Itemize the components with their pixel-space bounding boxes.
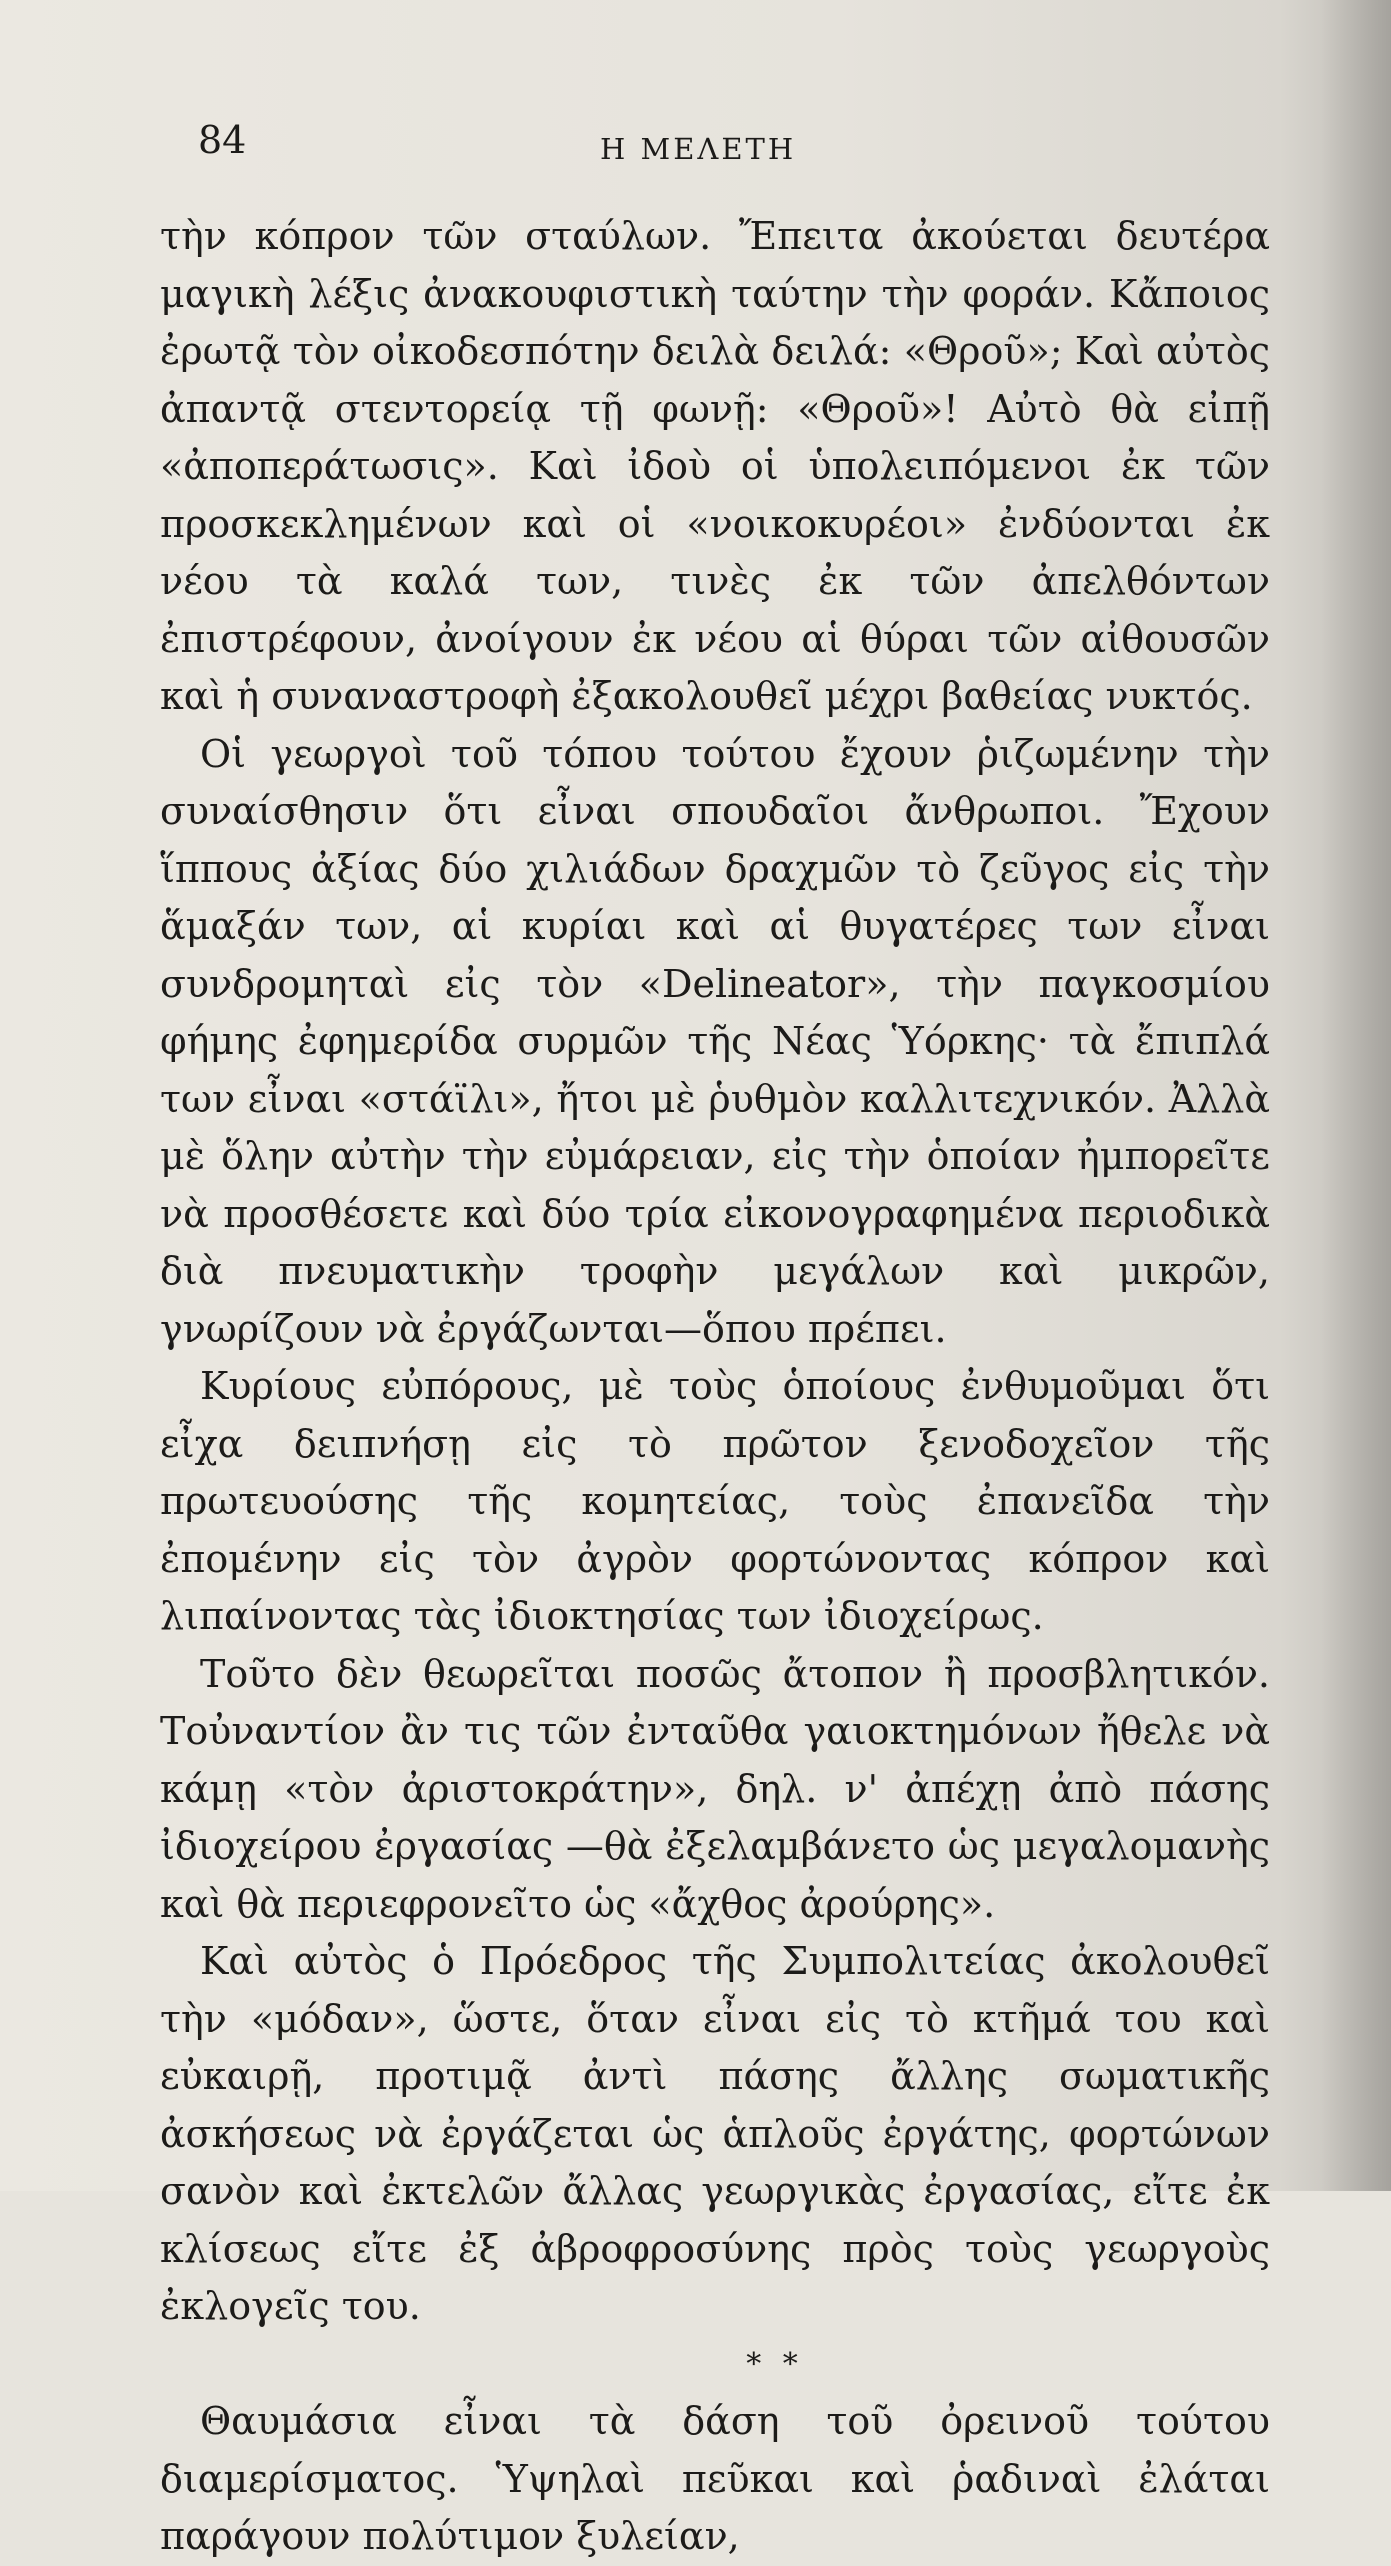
page-edge-shadow [1321,0,1391,2191]
running-title: Η ΜΕΛΕΤΗ [600,132,797,166]
paragraph-3: Κυρίους εὐπόρους, μὲ τοὺς ὁποίους ἐνθυμοῦμαι ὅτι εἶχα δειπνήσῃ εἰς τὸ πρῶτον ξενοδοχεῖον τῆς πρωτευούσης τῆς κομητείας, τοὺς ἐπανεῖδα τὴν ἐπομένην εἰς τὸν ἀγρὸν φορτώνοντας κόπρον καὶ λιπαίνοντας τὰς ἰδιοκτησίας των ἰδιοχείρως. [160,1364,1270,1638]
body-text [160,208,1270,2566]
page-number: 84 [198,118,247,162]
paragraph-4: Τοῦτο δὲν θεωρεῖται ποσῶς ἄτοπον ἢ προσβλητικόν. Τοὐναντίον ἂν τις τῶν ἐνταῦθα γαιοκτημόνων ἤθελε νὰ κάμῃ «τὸν ἀριστοκράτην», δηλ. ν' ἀπέχῃ ἀπὸ πάσης ἰδιοχείρου ἐργασίας —θὰ ἐξελαμβάνετο ὡς μεγαλομανὴς καὶ θὰ περιεφρονεῖτο ὡς «ἄχθος ἀρούρης». [160,1651,1270,1926]
paragraph-6: Θαυμάσια εἶναι τὰ δάση τοῦ ὀρεινοῦ τούτου διαμερίσματος. Ὑψηλαὶ πεῦκαι καὶ ῥαδιναὶ ἐλάται παράγουν πολύτιμον ξυλείαν, [160,2399,1270,2558]
section-separator: * * [746,2346,804,2382]
paragraph-1: τὴν κόπρον τῶν σταύλων. Ἔπειτα ἀκούεται δευτέρα μαγικὴ λέξις ἀνακουφιστικὴ ταύτην τὴν φοράν. Κἄποιος ἐρωτᾷ τὸν οἰκοδεσπότην δειλὰ δειλά: «Θροῦ»; Καὶ αὐτὸς ἀπαντᾷ στεντορείᾳ τῇ φωνῇ: «Θροῦ»! Αὐτὸ θὰ εἰπῇ «ἀποπεράτωσις». Καὶ ἰδοὺ οἱ ὑπολειπόμενοι ἐκ τῶν προσκεκλημένων καὶ οἱ «νοικοκυρέοι» ἐνδύονται ἐκ νέου τὰ καλά των, τινὲς ἐκ τῶν ἀπελθόντων ἐπιστρέφουν, ἀνοίγουν ἐκ νέου αἱ θύραι τῶν αἰθουσῶν καὶ ἡ συναναστροφὴ ἐξακολουθεῖ μέχρι βαθείας νυκτός. [160,214,1270,718]
page-header [180,118,1260,168]
paragraph-2: Οἱ γεωργοὶ τοῦ τόπου τούτου ἔχουν ῥιζωμένην τὴν συναίσθησιν ὅτι εἶναι σπουδαῖοι ἄνθρωποι. Ἔχουν ἵππους ἀξίας δύο χιλιάδων δραχμῶν τὸ ζεῦγος εἰς τὴν ἅμαξάν των, αἱ κυρίαι καὶ αἱ θυγατέρες των εἶναι συνδρομηταὶ εἰς τὸν «Delineator», τὴν παγκοσμίου φήμης ἐφημερίδα συρμῶν τῆς Νέας Ὑόρκης· τὰ ἔπιπλά των εἶναι «στάϊλι», ἤτοι μὲ ῥυθμὸν καλλιτεχνικόν. Ἀλλὰ μὲ ὅλην αὐτὴν τὴν εὐμάρειαν, εἰς τὴν ὁποίαν ἠμπορεῖτε νὰ προσθέσετε καὶ δύο τρία εἰκονογραφημένα περιοδικὰ διὰ πνευματικὴν τροφὴν μεγάλων καὶ μικρῶν, γνωρίζουν νὰ ἐργάζωνται—ὅπου πρέπει. [160,731,1270,1351]
paragraph-5: Καὶ αὐτὸς ὁ Πρόεδρος τῆς Συμπολιτείας ἀκολουθεῖ τὴν «μόδαν», ὥστε, ὅταν εἶναι εἰς τὸ κτῆμά του καὶ εὐκαιρῇ, προτιμᾷ ἀντὶ πάσης ἄλλης σωματικῆς ἀσκήσεως νὰ ἐργάζεται ὡς ἁπλοῦς ἐργάτης, φορτώνων σανὸν καὶ ἐκτελῶν ἄλλας γεωργικὰς ἐργασίας, εἴτε ἐκ κλίσεως εἴτε ἐξ ἀβροφροσύνης πρὸς τοὺς γεωργοὺς ἐκλογεῖς του. [160,1939,1270,2328]
